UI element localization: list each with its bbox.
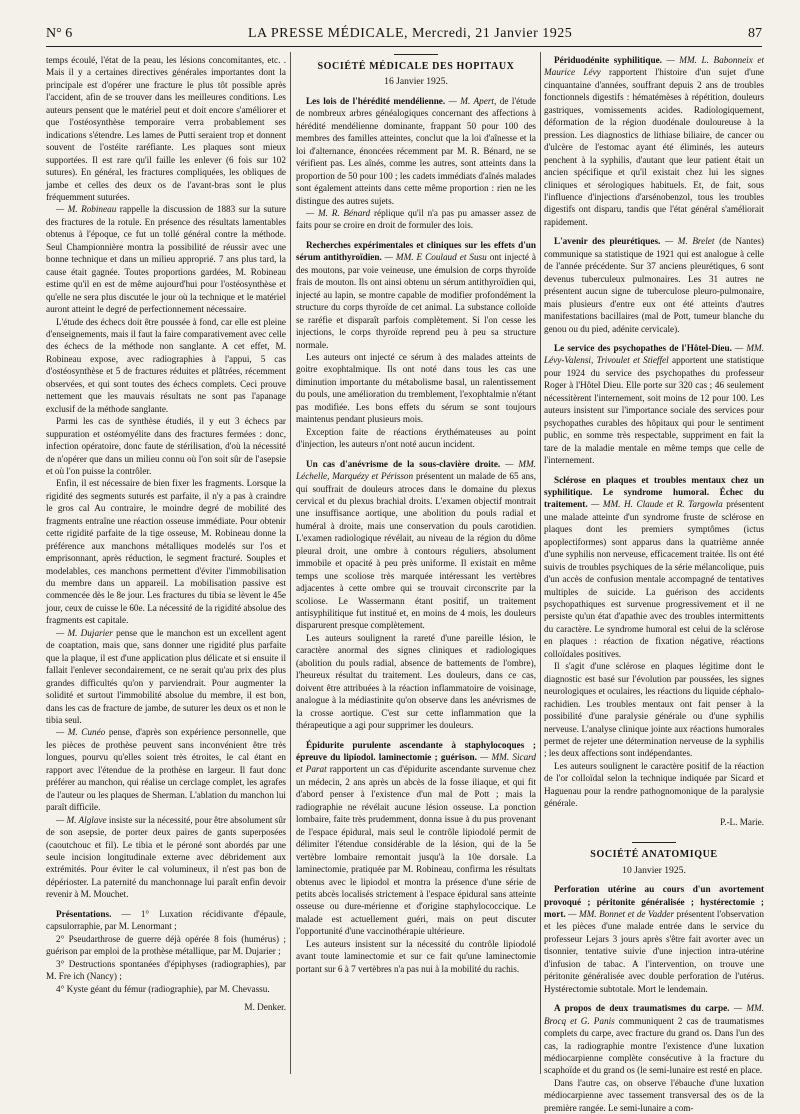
paragraph: — M. Robineau rappelle la discussion de 1883 sur la suture des fractures de la rotule. En présence des résultats lamentables obtenus à l'époque, ce fut un tollé général contre la méthode. Seul Championnière montra la possibilité de réussir avec une bonne technique et dans un milieu approprié. 7 ans plus tard, la cause était gagnée. Toutes proportions gardées, M. Robineau estime qu'il en est de même aujourd'hui pour l'ostéosynthèse et qu'elle ne sera plus discutée le jour où la technique et le matériel auront atteint le degré de perfectionnement nécessaire. xyxy=(46,204,286,315)
article-authors: — MM. E Coulaud et Susu xyxy=(381,252,487,263)
article-title: Recherches expérimentales et cliniques sur les effets d'un sérum antithyroïdien. xyxy=(296,239,536,263)
session-date: 10 Janvier 1925. xyxy=(622,864,686,876)
paragraph: Parmi les cas de synthèse étudiés, il y eut 3 échecs par suppuration et ostéomyélite dans des fractures fermées : donc, infection opératoire, donc faute de stérilisation, d'où la nécessité de n'opérer que dans un milieu connu où l'on soit sûr de l'asepsie et où l'on puisse la contrôler. xyxy=(46,416,286,476)
article: A propos de deux traumatismes du carpe. — MM. Brocq et G. Panis communiquent 2 cas de traumatismes complets du carpe, avec fracture du grand os. Dans l'un des cas, la radiographie montre l'existence d'une luxation médiocarpienne complète consécutive à la fracture du scaphoïde et du grand os (le semi-lunaire est resté en place. xyxy=(544,1003,764,1076)
presentations-label: Présentations. xyxy=(56,908,112,919)
paragraph: 2° Pseudarthrose de guerre déjà opérée 8 fois (humérus) ; guérison par emploi de la prothèse métallique, par M. Dujarier ; xyxy=(46,933,286,957)
speaker-name: — M. Alglave xyxy=(56,814,107,825)
article-title: Le service des psychopathes de l'Hôtel-Dieu. xyxy=(554,342,732,353)
article-title: Perforation utérine au cours d'un avortement provoqué ; péritonite généralisée ; hystérectomie ; mort. xyxy=(544,884,764,919)
speaker-name: — M. R. Bénard xyxy=(306,207,371,218)
paragraph: Les auteurs soulignent la rareté d'une pareille lésion, le caractère anormal des signes cliniques et radiologiques (abolition du pouls radial, absence de battements de l'ombre), l'heureux résultat du traitement. Les douleurs, dans ce cas, doivent être attribuées à la réaction inflammatoire de voisinage, analogue à la médiastinite qu'on observe dans les anévrismes de la crosse aortique. C'est sur cette inflammation que la thérapeutique a agi pour supprimer les douleurs. xyxy=(296,632,536,731)
page-header xyxy=(46,26,762,44)
section-heading: SOCIÉTÉ ANATOMIQUE xyxy=(590,849,718,861)
column-divider xyxy=(290,52,291,1074)
article: Le service des psychopathes de l'Hôtel-Dieu. — MM. Lévy-Valensi, Trivoulet et Stieffel apportent une statistique pour 1924 du service des psychopathes du professeur Roger à l'Hôtel Dieu. Elle porte sur 320 cas ; 46 seulement nécessitèrent l'internement, soit moins de 12 pour 100. Les auteurs insistent sur l'importance sociale des services pour psychopathes curables des hôpitaux qui pour le sentiment public, en somme très respectable, suppriment en fait la tare de la maladie mentale en même temps que celle de l'internement. xyxy=(544,342,764,466)
paragraph: Présentations. — 1° Luxation récidivante d'épaule, capsulorraphie, par M. Lenormant ; xyxy=(46,908,286,932)
speaker-name: — M. Dujarier xyxy=(56,627,113,638)
article-authors: — MM. Léchelle, Marquézy et Périsson xyxy=(296,458,536,482)
column-1 xyxy=(46,54,286,1074)
header-rule xyxy=(46,46,762,47)
column-divider xyxy=(540,52,541,1074)
paragraph: — M. R. Bénard réplique qu'il n'a pas pu amasser assez de faits pour se croire en droit de formuler des lois. xyxy=(296,207,536,231)
paragraph: Les auteurs soulignent le caractère positif de la réaction de l'or colloïdal selon la technique indiquée par Sicard et Haguenau pour la rendre pathognomonique de la paralysie générale. xyxy=(544,760,764,809)
article: Les lois de l'hérédité mendélienne. — M. Apert, de l'étude de nombreux arbres généalogiques concernant des affections à hérédité mendélienne dominante, frappant 50 pour 100 des membres des familles atteintes, conclut que la loi d'aînesse et la loi d'alternance, énoncées récemment par M. R. Bénard, ne se vérifient pas. Les aînés, comme les autres, sont atteints dans la proportion de 50 pour 100 ; les cadets immédiats d'aînés malades sont également atteints dans cette même proportion : rien ne les distingue des autres sujets. xyxy=(296,95,537,206)
article-authors: — MM. Lévy-Valensi, Trivoulet et Stieffel xyxy=(544,342,764,366)
article: Sclérose en plaques et troubles mentaux chez un syphilitique. Le syndrome humoral. Échec du traitement. — MM. H. Claude et R. Targowla présentent une malade atteinte d'un syndrome fruste de sclérose en plaques dont les premiers symptômes (ictus apoplectiformes) sont apparus dans la quatrième année d'une syphilis non nerveuse, efficacement traitée. Ils ont été suivis de troubles psychiques de la série mélancolique, puis d'un accès de confusion mentale accompagné de tentatives multiples de suicide. La guérison des accidents psychopathiques est survenue progressivement et il ne persiste qu'un état d'apathie avec des troubles intermittents du caractère. Le syndrome humoral est celui de la sclérose en plaques : réaction de fixation négative, réactions colloïdales positives. xyxy=(544,474,764,659)
article-title: A propos de deux traumatismes du carpe. xyxy=(554,1003,730,1014)
paragraph: Il s'agit d'une sclérose en plaques légitime dont le diagnostic est basé sur l'évolution par poussées, les signes neurologiques et oculaires, les réactions du liquide céphalo-rachidien. Les troubles mentaux ont fait penser à la possibilité d'une paralysie générale ou d'une syphilis nerveuse. L'analyse clinique jointe aux réactions humorales permet de rejeter une détermination nerveuse de la syphilis ; les deux affections sont indépendantes. xyxy=(544,661,764,759)
paragraph: Dans l'autre cas, on observe l'ébauche d'une luxation médiocarpienne avec tassement transversal des os de la première rangée. Le semi-lunaire a com- xyxy=(544,1077,764,1113)
paragraph: — M. Alglave insiste sur la nécessité, pour être absolument sûr de son asepsie, de porter deux paires de gants superposées (caoutchouc et fil). Le tibia et le péroné sont abordés par une seule incision longitudinale externe avec débridement aux extrémités. Pour éviter le cal volumineux, il n'est pas bon de dépérioster. La paternité du manchonnage lui paraît enfin devoir revenir à M. Mouchet. xyxy=(46,814,287,900)
session-date: 16 Janvier 1925. xyxy=(384,76,448,88)
article: Recherches expérimentales et cliniques sur les effets d'un sérum antithyroïdien. — MM. E Coulaud et Susu ont injecté à des moutons, par voie veineuse, une émulsion de corps thyroïde frais de mouton. Ils ont ainsi obtenu un sérum antithyroïdien qui, injecté au lapin, se montre capable de modifier profondément la structure du corps thyroïde de cet animal. La substance colloïde se raréfie et disparaît parfois complètement. Si l'on cesse les injections, le corps thyroïde reprend peu à peu sa structure normale. xyxy=(296,239,536,350)
article-authors: — MM. Bonnet et de Vadder xyxy=(565,909,675,919)
article: Périduodénite syphilitique. — MM. L. Babonneix et Maurice Lévy rapportent l'histoire d'un sujet d'une cinquantaine d'années, souffrant depuis 2 ans de troubles fonctionnels digestifs : hématémèses à répétition, douleurs gastriques, vomissements acides. Radiologiquement, déformation de la région duodénale douloureuse à la pression. Les diagnostics de lithiase biliaire, de cancer ou d'ulcère de l'estomac ayant été éliminés, les auteurs penchent à la syphilis, d'autant que leur patient était un ancien spécifique et qu'il existait chez lui les signes cliniques et sérologiques habituels. Et, de fait, sous l'influence d'injections d'arsénobenzol, tous les troubles digestifs ont disparu, tandis que l'état général s'améliorait rapidement. xyxy=(544,55,765,227)
article-title: Les lois de l'hérédité mendélienne. xyxy=(306,95,446,106)
section-heading: SOCIÉTÉ MÉDICALE DES HOPITAUX xyxy=(317,61,515,72)
column-3 xyxy=(544,54,765,1113)
article-title: Périduodénite syphilitique. xyxy=(554,55,662,65)
signature: M. Denker. xyxy=(244,1001,286,1012)
article-title: Sclérose en plaques et troubles mentaux chez un syphilitique. Le syndrome humoral. Échec du traitement. xyxy=(544,474,764,510)
article-authors: — MM. Sicard et Parat xyxy=(296,752,536,775)
issue-number: N° 6 xyxy=(46,26,73,41)
signature: P.-L. Marie. xyxy=(720,816,764,827)
speaker-name: — M. Robineau xyxy=(56,204,117,215)
paragraph: Enfin, il est nécessaire de bien fixer les fragments. Lorsque la rigidité des segments suturés est parfaite, il n'y a pas à craindre le gros cal Au contraire, le moindre degré de mobilité des fragments entraîne une réaction osseuse immédiate. Pour obtenir cette rigidité parfaite de la tige osseuse, M. Robineau donne la préférence aux manchons métalliques modelés sur l'os et emprisonnant, après réduction, le segment fracturé. Souples et modelables, ces manchons permettent d'éviter l'immobilisation du membre dans un appareil. La mobilisation passive est commencée dès le 8e jour. Les fractures du tibia se lèvent le 45e jour, ceux de cuisse le 60e. La nécessité de la rigidité absolue des fragments est capitale. xyxy=(46,478,286,626)
section-rule xyxy=(394,54,438,55)
article-authors: — MM. Brocq et G. Panis xyxy=(544,1003,764,1026)
paragraph: Exception faite de réactions érythémateuses au point d'injection, les auteurs n'ont noté aucun incident. xyxy=(296,426,536,450)
paragraph: L'étude des échecs doit être poussée à fond, car elle est pleine d'enseignements, mais il faut la faire comparativement avec celle des échecs de la méthode non sanglante. A cet effet, M. Robineau expose, avec radiographies à l'appui, 5 cas d'ostéosynthèse et 5 de fractures réduites et plâtrées, récemment observées, et qui sont toutes des échecs complets. Ceci prouve nettement que les mauvais résultats ne sont pas l'apanage exclusif de la méthode sanglante. xyxy=(46,316,286,414)
article-authors: — MM. L. Babonneix et Maurice Lévy xyxy=(544,55,764,78)
article-authors: — MM. H. Claude et R. Targowla xyxy=(587,499,723,510)
paragraph: temps écoulé, l'état de la peau, les lésions concomitantes, etc. . Mais il y a certaines directives générales importantes dont la principale est d'opérer une fracture le plus tôt possible après l'accident, afin de se trouver dans les meilleures conditions. Les auteurs pensent que le matériel peut et doit encore s'améliorer et que l'ostéosynthèse temporaire verra probablement ses indications s'étendre. Les lames de Putti seraient trop et donnent souvent de l'ostéite raréfiante. Les plaques sont mieux supportées. Il est rare qu'il faille les enlever (6 fois sur 102 sutures). En général, les fractures compliquées, les obliques de jambe et celles des deux os de l'avant-bras sont le plus fréquemment suturées. xyxy=(46,55,286,202)
column-2 xyxy=(296,54,536,1074)
section-rule xyxy=(632,842,676,843)
article: Un cas d'anévrisme de la sous-clavière droite. — MM. Léchelle, Marquézy et Périsson présentent un malade de 65 ans, qui souffrait de douleurs atroces dans le domaine du plexus cervical et du plexus brachial droits. L'examen objectif montrait une insuffisance aortique, une abolition du pouls radial et huméral à droite, mais une conservation du pouls carotidien. L'examen radiologique révélait, au niveau de la région du dôme pleural droit, une ombre à contours réguliers, absolument immobile et opacité à peu près uniforme. Il existait en même temps une scoliose très marquée intéressant les vertèbres adjacentes à cette ombre qui se trouvait circonscrite par la scoliose. Le Wassermann étant positif, un traitement antisyphilitique fut institué et, en moins de 4 mois, les douleurs disparurent presque complètement. xyxy=(296,458,536,631)
article-title: Un cas d'anévrisme de la sous-clavière droite. xyxy=(306,458,501,469)
article-title: Épidurite purulente ascendante à staphylocoques ; épreuve du lipiodol. laminectomie ; guérison. xyxy=(296,739,536,763)
paragraph: Les auteurs ont injecté ce sérum à des malades atteints de goitre exophtalmique. Ils ont noté dans tous les cas une diminution importante du métabolisme basal, un ralentissement du pouls, une amélioration du tremblement, l'exophtalmie n'étant pas modifiée. Les bons effets du sérum se sont toujours maintenus pendant plusieurs mois. xyxy=(296,351,536,425)
article: Épidurite purulente ascendante à staphylocoques ; épreuve du lipiodol. laminectomie ; guérison. — MM. Sicard et Parat rapportent un cas d'épidurite ascendante survenue chez un médecin, 2 ans après un abcès de la fosse iliaque, et qui fit d'abord penser à l'existence d'un mal de Pott ; mais la radiographie ne révélait aucune lésion osseuse. La ponction lombaire, faite très prudemment, donna issue à du pus provenant de l'espace épidural, mais seul le contrôle lipiodolé permit de délimiter l'étendue considérable de la lésion, qui de la 5e vertèbre lombaire remontait jusqu'à la 10e dorsale. La laminectomie, pratiquée par M. Robineau, confirma les résultats obtenus avec le lipiodol et montra la présence d'une série de petits abcès localisés strictement à l'espace épidural sans atteinte osseuse ou dure-mérienne et d'origine staphylococcique. Le malade est actuellement guéri, mais on peut discuter l'opportunité d'une vaccinothérapie ultérieure. xyxy=(296,739,537,937)
paragraph: 4° Kyste géant du fémur (radiographie), par M. Chevassu. xyxy=(56,983,270,994)
speaker-name: — M. Cunéo xyxy=(56,727,106,738)
paragraph: 3° Destructions spontanées d'épiphyses (radiographies), par M. Fre ich (Nancy) ; xyxy=(46,958,286,982)
page-number: 87 xyxy=(748,26,762,41)
article-title: L'avenir des pleurétiques. xyxy=(554,236,661,247)
newspaper-title: LA PRESSE MÉDICALE, Mercredi, 21 Janvier 1925 xyxy=(247,26,573,41)
paragraph: — M. Cunéo pense, d'après son expérience personnelle, que les pièces de prothèse peuvent sans inconvénient être très longues, pourvu qu'elles soient très étroites, le cal étant en rapport avec l'étendue de la prothèse en largeur. Il faut donc préférer au manchon, qui réalise un cerclage complet, les agrafes de l'auteur ou les plaques de Sherman. L'ablation du manchon lui paraît difficile. xyxy=(46,727,287,813)
article: Perforation utérine au cours d'un avortement provoqué ; péritonite généralisée ; hystérectomie ; mort. — MM. Bonnet et de Vadder présentent l'observation et les pièces d'une malade entrée dans le service du professeur Lejars 3 jours après s'être fait avorter avec un tisonnier, tentative suivie d'une injection intra-utérine d'infusion de tabac. A l'intervention, on trouve une péritonite généralisée avec double perforation de l'utérus. Hystérectomie subtotale. Mort le lendemain. xyxy=(544,884,764,994)
paragraph: Les auteurs insistent sur la nécessité du contrôle lipiodolé avant toute laminectomie et sur ce fait qu'une laminectomie portant sur 6 à 7 vertèbres n'a pas nui à la mobilité du rachis. xyxy=(296,938,536,974)
article: L'avenir des pleurétiques. — M. Brelet (de Nantes) communique sa statistique de 1921 qui est analogue à celle de l'année précédente. Sur 37 anciens pleurétiques, 6 sont devenus tuberculeux pulmonaires. Les 31 autres ne présentent aucun signe de tuberculose pleuro-pulmonaire, mais plusieurs d'entre eux ont été atteints d'autres manifestations bacillaires (mal de Pott, tumeur blanche du genou ou du pied, adénite cervicale). xyxy=(544,236,764,334)
article-authors: — M. Brelet xyxy=(660,236,715,247)
paragraph: — M. Dujarier pense que le manchon est un excellent agent de coaptation, mais que, sans donner une rigidité plus parfaite que la plaque, il est d'une application plus délicate et si ensuite il fallait l'enlever secondairement, ce ne serait qu'au prix des plus grandes difficultés qu'on y parviendrait. Pour augmenter la solidité et surtout l'immobilité absolue du membre, il est bon, dans les cas de fracture de jambe, de suturer les deux os et non le tibia seul. xyxy=(46,627,287,726)
article-authors: — M. Apert, xyxy=(445,95,497,106)
